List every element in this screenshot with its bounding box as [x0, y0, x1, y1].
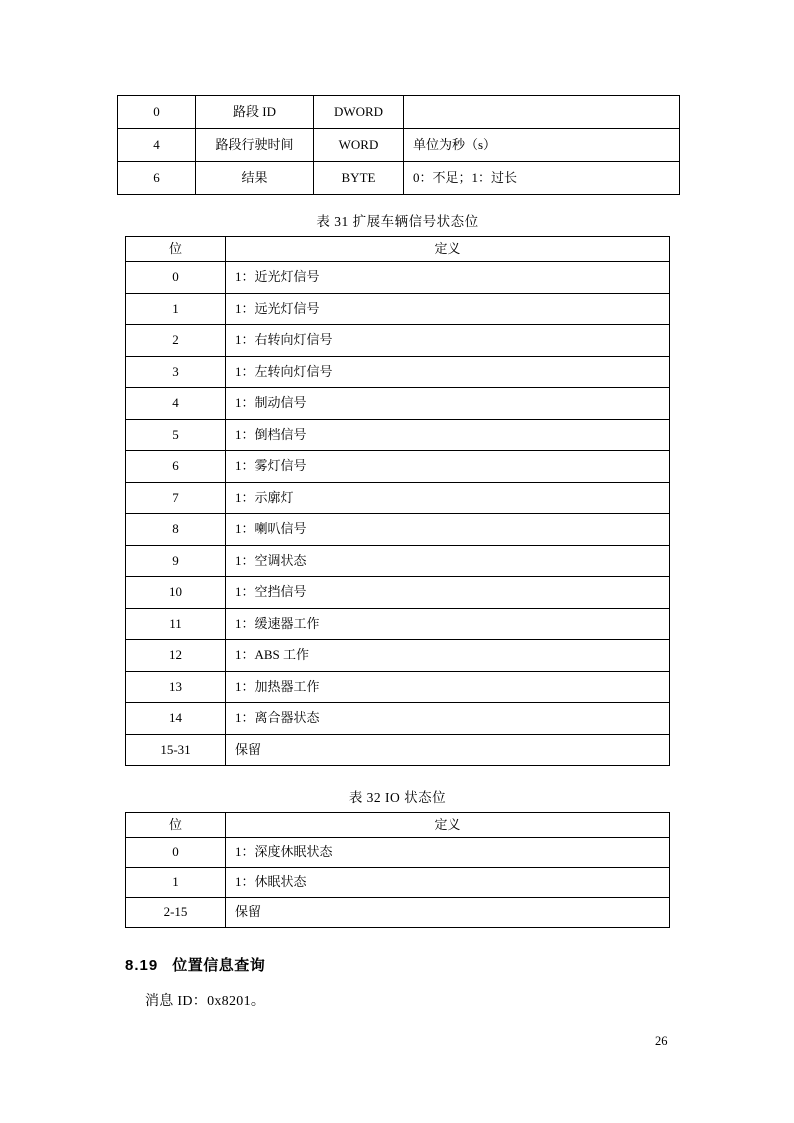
definition-cell: 1：缓速器工作	[226, 608, 670, 640]
bit-cell: 6	[126, 451, 226, 483]
description-cell	[404, 96, 680, 129]
definition-cell: 1：倒档信号	[226, 419, 670, 451]
definition-cell: 1：制动信号	[226, 388, 670, 420]
page-number: 26	[655, 1034, 668, 1048]
bit-cell: 1	[126, 293, 226, 325]
bit-cell: 9	[126, 545, 226, 577]
definition-cell: 1：近光灯信号	[226, 262, 670, 294]
table-row	[126, 514, 670, 546]
table-row	[126, 898, 670, 928]
table-row	[118, 96, 680, 129]
field-name-cell: 路段行驶时间	[196, 129, 314, 162]
data-type-cell: DWORD	[314, 96, 404, 129]
table-row	[118, 129, 680, 162]
table-row	[126, 577, 670, 609]
definition-cell: 1：休眠状态	[226, 868, 670, 898]
bit-cell: 1	[126, 868, 226, 898]
bit-cell: 15-31	[126, 734, 226, 766]
bit-cell: 11	[126, 608, 226, 640]
definition-column-header: 定义	[226, 813, 670, 838]
bit-cell: 10	[126, 577, 226, 609]
table-row	[126, 868, 670, 898]
definition-cell: 1：左转向灯信号	[226, 356, 670, 388]
table-row	[126, 671, 670, 703]
definition-cell: 1：示廓灯	[226, 482, 670, 514]
definition-cell: 保留	[226, 734, 670, 766]
definition-cell: 1：右转向灯信号	[226, 325, 670, 357]
definition-cell: 1：远光灯信号	[226, 293, 670, 325]
definition-cell: 1：加热器工作	[226, 671, 670, 703]
definition-cell: 1：喇叭信号	[226, 514, 670, 546]
data-type-cell: BYTE	[314, 162, 404, 195]
definition-cell: 保留	[226, 898, 670, 928]
table-row	[126, 419, 670, 451]
message-body-table	[117, 95, 680, 195]
bit-column-header: 位	[126, 813, 226, 838]
definition-cell: 1：空挡信号	[226, 577, 670, 609]
definition-cell: 1：空调状态	[226, 545, 670, 577]
section-number: 8.19	[125, 957, 159, 974]
definition-cell: 1：离合器状态	[226, 703, 670, 735]
field-name-cell: 路段 ID	[196, 96, 314, 129]
header-row	[126, 813, 670, 838]
bit-cell: 0	[126, 262, 226, 294]
description-cell: 单位为秒（s）	[404, 129, 680, 162]
table-row	[126, 545, 670, 577]
start-byte-cell: 0	[118, 96, 196, 129]
table-row	[126, 482, 670, 514]
bit-cell: 13	[126, 671, 226, 703]
bit-cell: 3	[126, 356, 226, 388]
field-name-cell: 结果	[196, 162, 314, 195]
table31-vehicle-signal-status-bits	[125, 236, 670, 766]
table-row	[126, 325, 670, 357]
table-row	[126, 703, 670, 735]
bit-cell: 0	[126, 838, 226, 868]
section-heading	[125, 954, 265, 975]
table-row	[126, 293, 670, 325]
bit-cell: 2-15	[126, 898, 226, 928]
table-row	[126, 640, 670, 672]
header-row	[126, 237, 670, 262]
table-row	[126, 451, 670, 483]
table32-io-status-bits	[125, 812, 670, 928]
section-title: 位置信息查询	[172, 957, 266, 974]
bit-cell: 14	[126, 703, 226, 735]
table-row	[126, 356, 670, 388]
bit-cell: 2	[126, 325, 226, 357]
bit-cell: 8	[126, 514, 226, 546]
table31-caption: 表 31 扩展车辆信号状态位	[316, 214, 479, 229]
table-row	[118, 162, 680, 195]
table-row	[126, 262, 670, 294]
definition-cell: 1：雾灯信号	[226, 451, 670, 483]
bit-column-header: 位	[126, 237, 226, 262]
table-row	[126, 608, 670, 640]
definition-column-header: 定义	[226, 237, 670, 262]
message-id-line: 消息 ID：0x8201。	[145, 994, 266, 1009]
description-cell: 0：不足；1：过长	[404, 162, 680, 195]
bit-cell: 5	[126, 419, 226, 451]
definition-cell: 1：深度休眠状态	[226, 838, 670, 868]
bit-cell: 12	[126, 640, 226, 672]
definition-cell: 1：ABS 工作	[226, 640, 670, 672]
bit-cell: 7	[126, 482, 226, 514]
table32-caption: 表 32 IO 状态位	[348, 790, 447, 805]
data-type-cell: WORD	[314, 129, 404, 162]
table-row	[126, 734, 670, 766]
bit-cell: 4	[126, 388, 226, 420]
start-byte-cell: 6	[118, 162, 196, 195]
start-byte-cell: 4	[118, 129, 196, 162]
table-row	[126, 838, 670, 868]
table-row	[126, 388, 670, 420]
